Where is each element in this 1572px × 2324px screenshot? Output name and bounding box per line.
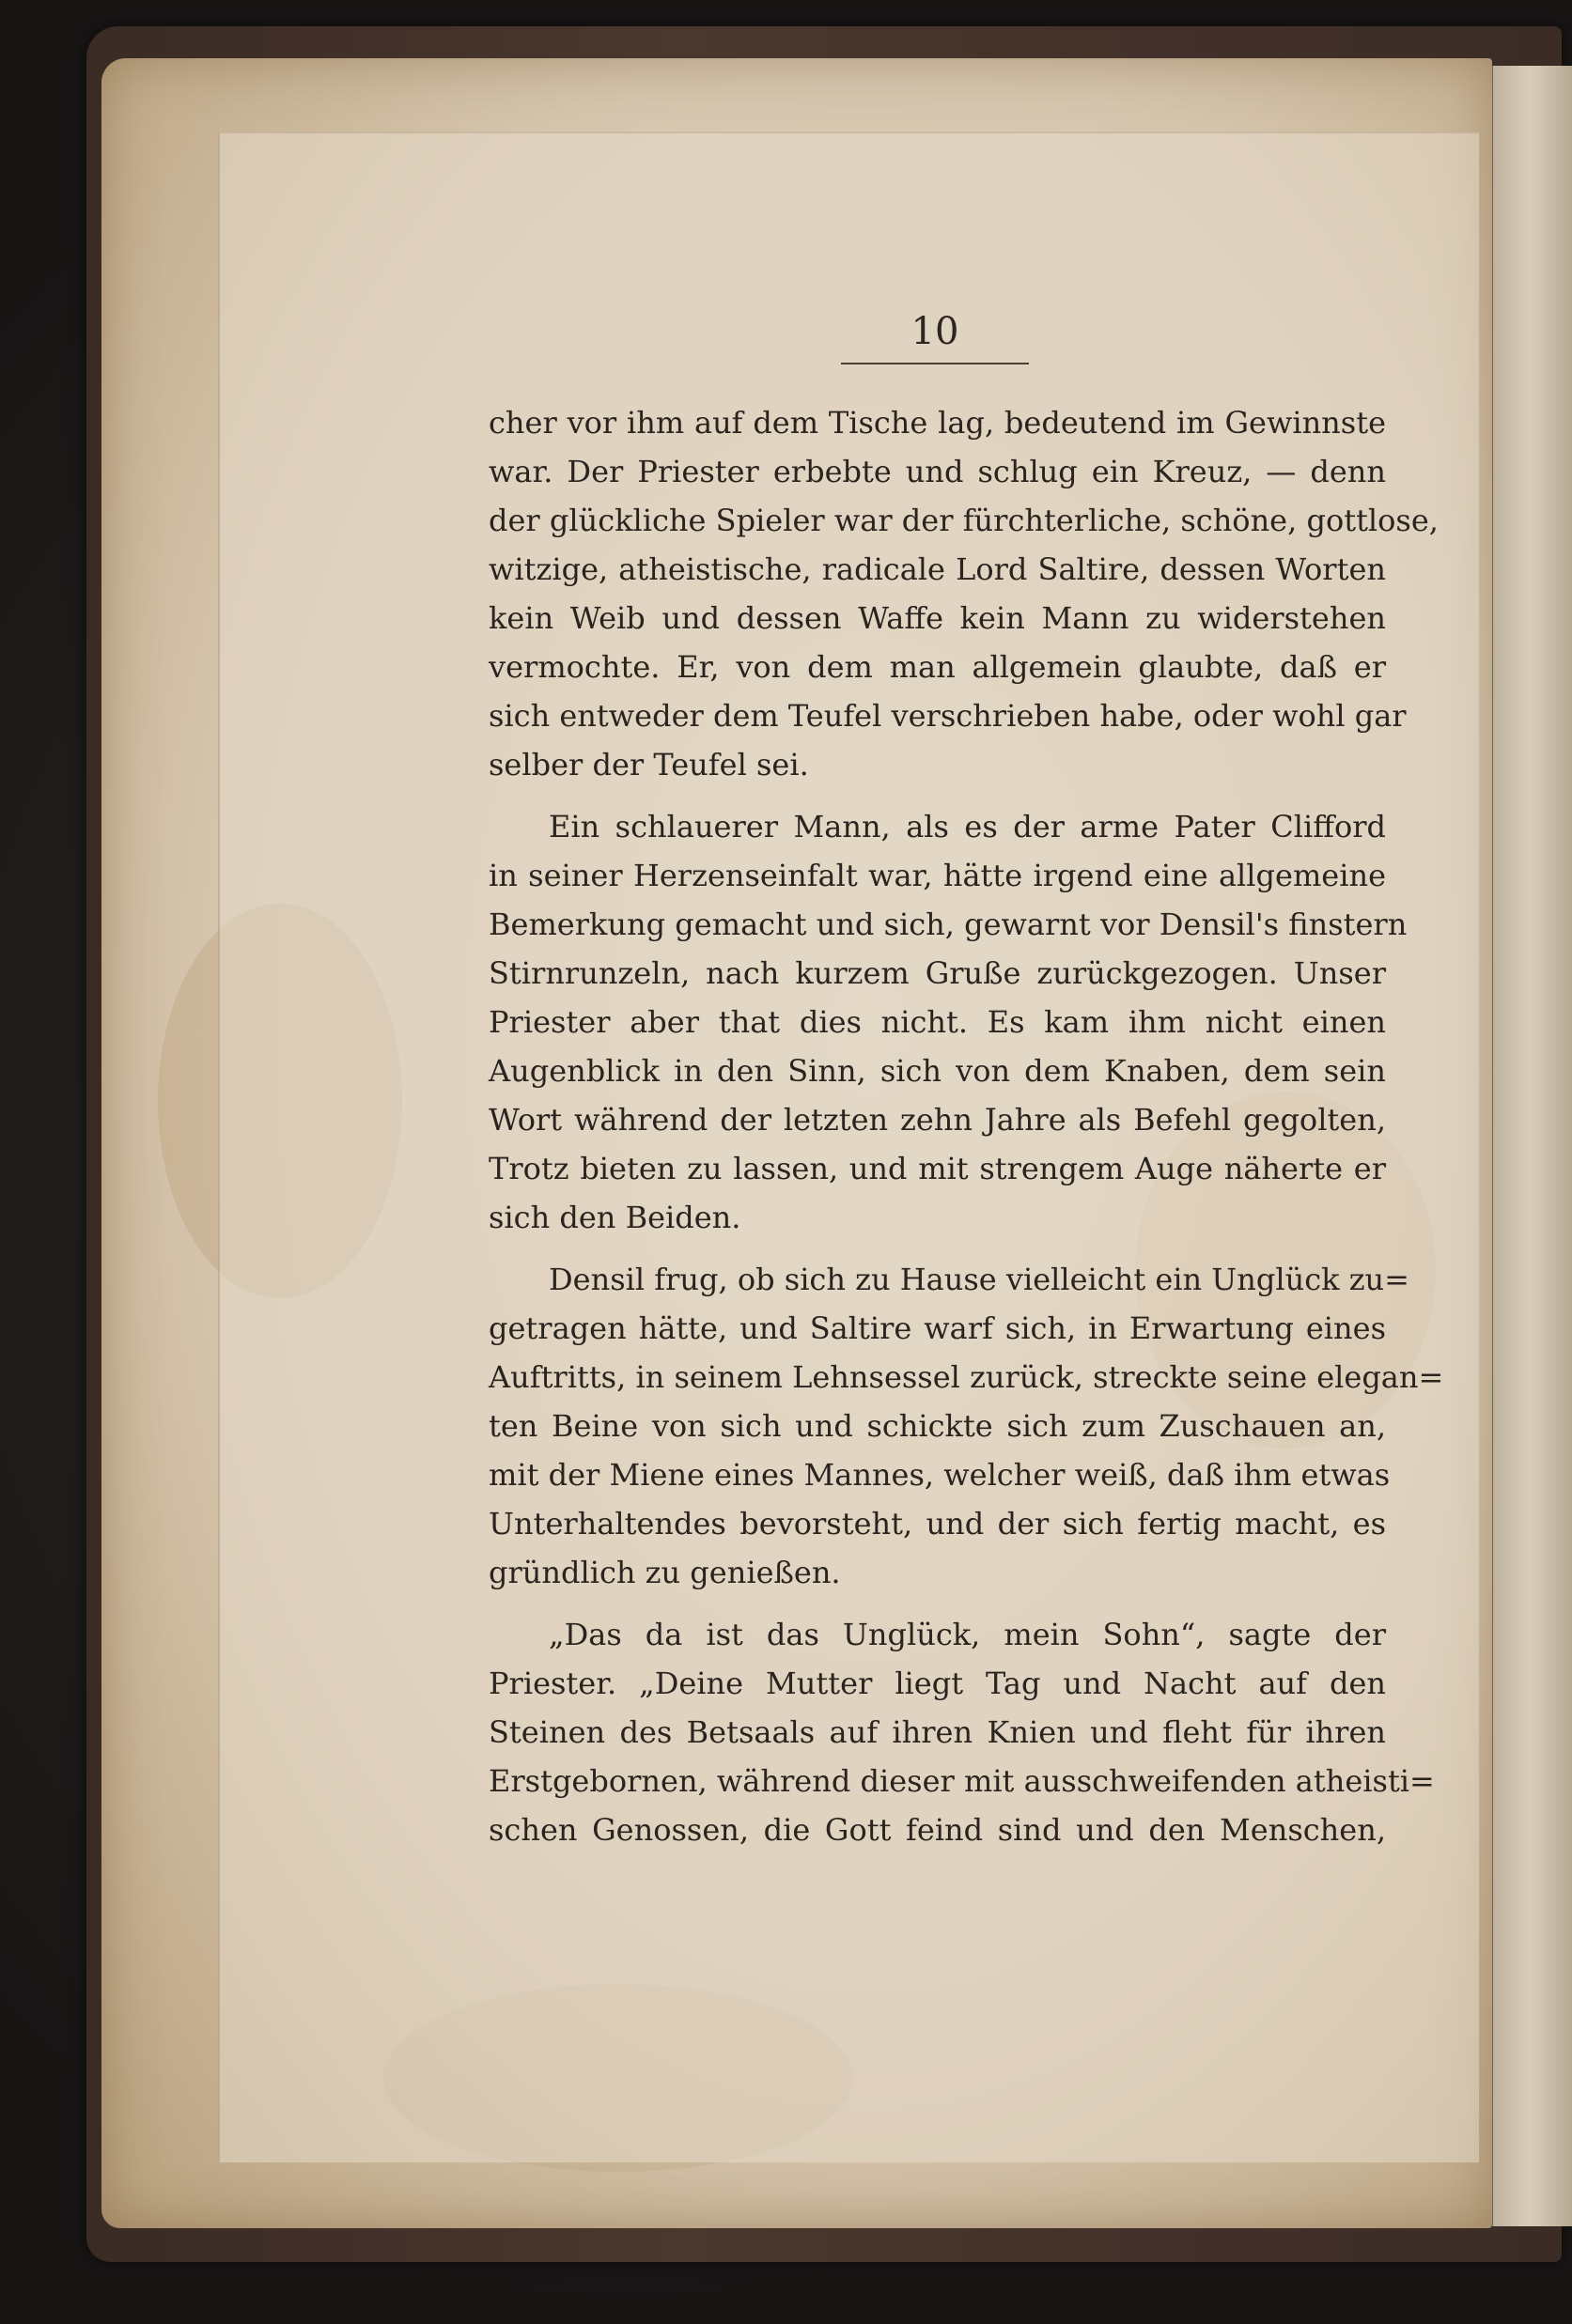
text-line: kein Weib und dessen Waffe kein Mann zu widerstehen xyxy=(489,600,1386,636)
paragraph-1 xyxy=(489,398,1439,789)
text-line: vermochte. Er, von dem man allgemein glaubte, daß er xyxy=(489,649,1386,685)
text-line: Priester aber that dies nicht. Es kam ihm nicht einen xyxy=(489,1004,1386,1040)
text-line: Steinen des Betsaals auf ihren Knien und fleht für ihren xyxy=(489,1714,1386,1750)
text-line: ten Beine von sich und schickte sich zum Zuschauen an, xyxy=(489,1408,1386,1444)
text-line: war. Der Priester erbebte und schlug ein Kreuz, — denn xyxy=(489,454,1386,489)
text-line: Bemerkung gemacht und sich, gewarnt vor Densil's finstern xyxy=(489,906,1408,942)
text-line: Unterhaltendes bevorsteht, und der sich fertig macht, es xyxy=(489,1506,1386,1542)
text-line: selber der Teufel sei. xyxy=(489,747,809,782)
text-line: Densil frug, ob sich zu Hause vielleicht ein Unglück zu= xyxy=(549,1262,1409,1297)
text-line: sich entweder dem Teufel verschrieben habe, oder wohl gar xyxy=(489,698,1407,734)
text-line: Auftritts, in seinem Lehnsessel zurück, streckte seine elegan= xyxy=(489,1359,1444,1395)
text-line: Stirnrunzeln, nach kurzem Gruße zurückgezogen. Unser xyxy=(489,955,1386,991)
text-line: Ein schlauerer Mann, als es der arme Pater Clifford xyxy=(549,809,1386,844)
text-line: witzige, atheistische, radicale Lord Saltire, dessen Worten xyxy=(489,551,1386,587)
page-number: 10 xyxy=(911,310,959,353)
facing-page-edge xyxy=(1489,66,1572,2226)
paragraph-3 xyxy=(489,1255,1444,1597)
text-line: getragen hätte, und Saltire warf sich, in Erwartung eines xyxy=(489,1310,1386,1346)
text-line: Trotz bieten zu lassen, und mit strengem Auge näherte er xyxy=(489,1151,1386,1186)
text-line: der glückliche Spieler war der fürchterliche, schöne, gottlose, xyxy=(489,503,1439,538)
text-line: sich den Beiden. xyxy=(489,1200,741,1235)
text-line: gründlich zu genießen. xyxy=(489,1555,841,1590)
text-line: Wort während der letzten zehn Jahre als Befehl gegolten, xyxy=(489,1102,1386,1138)
text-line: „Das da ist das Unglück, mein Sohn“, sagte der xyxy=(549,1617,1386,1652)
header-rule xyxy=(841,363,1029,364)
text-line: Augenblick in den Sinn, sich von dem Knaben, dem sein xyxy=(489,1053,1386,1089)
body-text xyxy=(489,398,1444,1854)
text-line: schen Genossen, die Gott feind sind und den Menschen, xyxy=(489,1812,1386,1848)
paragraph-4 xyxy=(489,1610,1435,1854)
text-line: mit der Miene eines Mannes, welcher weiß, daß ihm etwas xyxy=(489,1457,1391,1493)
text-line: in seiner Herzenseinfalt war, hätte irgend eine allgemeine xyxy=(489,858,1386,893)
text-line: Priester. „Deine Mutter liegt Tag und Nacht auf den xyxy=(489,1666,1386,1701)
text-line: Erstgebornen, während dieser mit ausschweifenden atheisti= xyxy=(489,1763,1435,1799)
paragraph-2 xyxy=(489,802,1408,1242)
text-line: cher vor ihm auf dem Tische lag, bedeutend im Gewinnste xyxy=(489,405,1386,441)
